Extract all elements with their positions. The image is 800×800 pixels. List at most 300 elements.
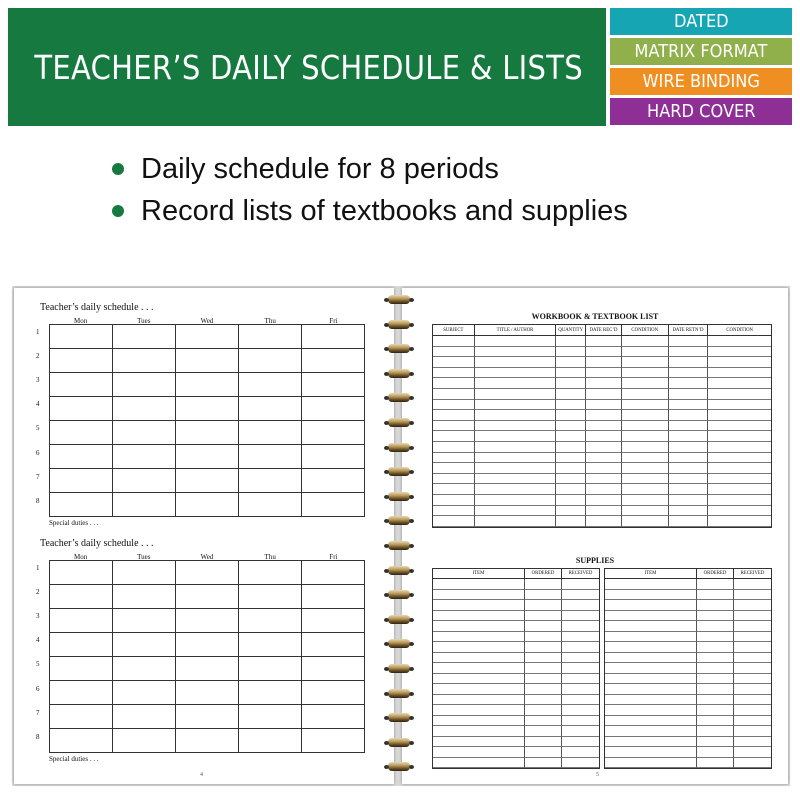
table-cell[interactable] <box>708 368 771 379</box>
table-cell[interactable] <box>622 442 669 453</box>
table-cell[interactable] <box>433 442 475 453</box>
table-cell[interactable] <box>669 463 709 474</box>
table-cell[interactable] <box>586 347 622 358</box>
table-cell[interactable] <box>433 695 525 706</box>
table-cell[interactable] <box>622 506 669 517</box>
schedule-cell[interactable] <box>176 445 239 469</box>
table-cell[interactable] <box>475 357 557 368</box>
table-cell[interactable] <box>525 716 562 727</box>
table-cell[interactable] <box>433 400 475 411</box>
table-cell[interactable] <box>556 347 586 358</box>
table-cell[interactable] <box>433 716 525 727</box>
schedule-cell[interactable] <box>239 729 302 753</box>
table-cell[interactable] <box>669 453 709 464</box>
schedule-cell[interactable] <box>50 493 113 517</box>
table-cell[interactable] <box>562 621 599 632</box>
table-cell[interactable] <box>669 506 709 517</box>
table-cell[interactable] <box>562 747 599 758</box>
table-cell[interactable] <box>669 336 709 347</box>
table-cell[interactable] <box>708 442 771 453</box>
table-cell[interactable] <box>475 506 557 517</box>
table-cell[interactable] <box>433 579 525 590</box>
table-cell[interactable] <box>605 716 697 727</box>
table-cell[interactable] <box>734 705 771 716</box>
table-cell[interactable] <box>669 516 709 527</box>
table-cell[interactable] <box>708 357 771 368</box>
schedule-cell[interactable] <box>50 469 113 493</box>
table-cell[interactable] <box>734 695 771 706</box>
table-cell[interactable] <box>562 758 599 769</box>
table-cell[interactable] <box>622 484 669 495</box>
table-cell[interactable] <box>525 758 562 769</box>
table-cell[interactable] <box>433 674 525 685</box>
table-cell[interactable] <box>734 600 771 611</box>
schedule-cell[interactable] <box>176 681 239 705</box>
schedule-cell[interactable] <box>302 681 365 705</box>
table-cell[interactable] <box>697 758 734 769</box>
table-cell[interactable] <box>708 474 771 485</box>
schedule-cell[interactable] <box>50 445 113 469</box>
schedule-cell[interactable] <box>302 729 365 753</box>
schedule-cell[interactable] <box>239 349 302 373</box>
table-cell[interactable] <box>433 705 525 716</box>
table-cell[interactable] <box>475 421 557 432</box>
table-cell[interactable] <box>586 421 622 432</box>
table-cell[interactable] <box>622 516 669 527</box>
table-cell[interactable] <box>556 378 586 389</box>
schedule-cell[interactable] <box>50 349 113 373</box>
table-cell[interactable] <box>562 611 599 622</box>
schedule-cell[interactable] <box>302 349 365 373</box>
table-cell[interactable] <box>605 758 697 769</box>
table-cell[interactable] <box>734 726 771 737</box>
schedule-cell[interactable] <box>239 421 302 445</box>
table-cell[interactable] <box>697 590 734 601</box>
table-cell[interactable] <box>433 495 475 506</box>
schedule-cell[interactable] <box>176 397 239 421</box>
schedule-cell[interactable] <box>113 633 176 657</box>
table-cell[interactable] <box>525 579 562 590</box>
table-cell[interactable] <box>556 474 586 485</box>
schedule-cell[interactable] <box>239 445 302 469</box>
schedule-cell[interactable] <box>302 469 365 493</box>
schedule-cell[interactable] <box>176 421 239 445</box>
table-cell[interactable] <box>605 726 697 737</box>
schedule-cell[interactable] <box>113 657 176 681</box>
schedule-cell[interactable] <box>50 561 113 585</box>
table-cell[interactable] <box>734 621 771 632</box>
table-cell[interactable] <box>525 611 562 622</box>
table-cell[interactable] <box>556 495 586 506</box>
schedule-cell[interactable] <box>50 705 113 729</box>
table-cell[interactable] <box>433 506 475 517</box>
schedule-cell[interactable] <box>50 373 113 397</box>
table-cell[interactable] <box>697 716 734 727</box>
table-cell[interactable] <box>433 357 475 368</box>
schedule-cell[interactable] <box>176 705 239 729</box>
table-cell[interactable] <box>433 590 525 601</box>
table-cell[interactable] <box>586 484 622 495</box>
schedule-cell[interactable] <box>239 585 302 609</box>
table-cell[interactable] <box>475 410 557 421</box>
table-cell[interactable] <box>734 684 771 695</box>
schedule-cell[interactable] <box>239 681 302 705</box>
table-cell[interactable] <box>734 611 771 622</box>
table-cell[interactable] <box>622 421 669 432</box>
schedule-cell[interactable] <box>50 633 113 657</box>
table-cell[interactable] <box>622 389 669 400</box>
table-cell[interactable] <box>622 336 669 347</box>
schedule-cell[interactable] <box>239 657 302 681</box>
schedule-cell[interactable] <box>302 397 365 421</box>
schedule-cell[interactable] <box>302 609 365 633</box>
table-cell[interactable] <box>622 347 669 358</box>
table-cell[interactable] <box>475 442 557 453</box>
table-cell[interactable] <box>556 463 586 474</box>
table-cell[interactable] <box>433 737 525 748</box>
schedule-cell[interactable] <box>113 681 176 705</box>
table-cell[interactable] <box>562 674 599 685</box>
table-cell[interactable] <box>734 642 771 653</box>
table-cell[interactable] <box>475 495 557 506</box>
table-cell[interactable] <box>708 463 771 474</box>
table-cell[interactable] <box>562 579 599 590</box>
table-cell[interactable] <box>734 747 771 758</box>
table-cell[interactable] <box>697 621 734 632</box>
table-cell[interactable] <box>586 357 622 368</box>
table-cell[interactable] <box>475 347 557 358</box>
table-cell[interactable] <box>708 347 771 358</box>
table-cell[interactable] <box>669 347 709 358</box>
table-cell[interactable] <box>622 495 669 506</box>
table-cell[interactable] <box>586 474 622 485</box>
table-cell[interactable] <box>697 642 734 653</box>
table-cell[interactable] <box>734 590 771 601</box>
schedule-cell[interactable] <box>302 325 365 349</box>
schedule-cell[interactable] <box>50 397 113 421</box>
table-cell[interactable] <box>433 747 525 758</box>
schedule-cell[interactable] <box>113 349 176 373</box>
table-cell[interactable] <box>562 600 599 611</box>
table-cell[interactable] <box>586 368 622 379</box>
table-cell[interactable] <box>556 516 586 527</box>
table-cell[interactable] <box>622 474 669 485</box>
table-cell[interactable] <box>525 695 562 706</box>
schedule-cell[interactable] <box>239 469 302 493</box>
table-cell[interactable] <box>556 389 586 400</box>
table-cell[interactable] <box>708 495 771 506</box>
table-cell[interactable] <box>556 442 586 453</box>
table-cell[interactable] <box>433 474 475 485</box>
schedule-cell[interactable] <box>176 657 239 681</box>
table-cell[interactable] <box>433 368 475 379</box>
table-cell[interactable] <box>605 600 697 611</box>
schedule-cell[interactable] <box>176 469 239 493</box>
table-cell[interactable] <box>562 716 599 727</box>
schedule-cell[interactable] <box>50 729 113 753</box>
table-cell[interactable] <box>586 463 622 474</box>
table-cell[interactable] <box>669 357 709 368</box>
table-cell[interactable] <box>525 684 562 695</box>
table-cell[interactable] <box>734 663 771 674</box>
table-cell[interactable] <box>475 453 557 464</box>
table-cell[interactable] <box>697 684 734 695</box>
schedule-cell[interactable] <box>176 493 239 517</box>
table-cell[interactable] <box>475 336 557 347</box>
schedule-cell[interactable] <box>176 729 239 753</box>
schedule-cell[interactable] <box>50 609 113 633</box>
table-cell[interactable] <box>734 632 771 643</box>
table-cell[interactable] <box>562 705 599 716</box>
table-cell[interactable] <box>708 336 771 347</box>
table-cell[interactable] <box>433 516 475 527</box>
table-cell[interactable] <box>734 737 771 748</box>
schedule-cell[interactable] <box>239 609 302 633</box>
table-cell[interactable] <box>433 336 475 347</box>
table-cell[interactable] <box>605 579 697 590</box>
table-cell[interactable] <box>586 442 622 453</box>
table-cell[interactable] <box>475 431 557 442</box>
schedule-cell[interactable] <box>302 585 365 609</box>
table-cell[interactable] <box>622 378 669 389</box>
table-cell[interactable] <box>433 421 475 432</box>
table-cell[interactable] <box>605 621 697 632</box>
table-cell[interactable] <box>525 674 562 685</box>
schedule-cell[interactable] <box>239 325 302 349</box>
schedule-cell[interactable] <box>113 373 176 397</box>
table-cell[interactable] <box>586 506 622 517</box>
table-cell[interactable] <box>586 410 622 421</box>
table-cell[interactable] <box>562 642 599 653</box>
schedule-cell[interactable] <box>176 325 239 349</box>
table-cell[interactable] <box>556 506 586 517</box>
table-cell[interactable] <box>556 431 586 442</box>
schedule-cell[interactable] <box>113 397 176 421</box>
table-cell[interactable] <box>525 600 562 611</box>
table-cell[interactable] <box>708 378 771 389</box>
table-cell[interactable] <box>556 453 586 464</box>
schedule-cell[interactable] <box>50 657 113 681</box>
schedule-cell[interactable] <box>302 657 365 681</box>
table-cell[interactable] <box>734 653 771 664</box>
table-cell[interactable] <box>669 368 709 379</box>
table-cell[interactable] <box>525 726 562 737</box>
table-cell[interactable] <box>669 410 709 421</box>
table-cell[interactable] <box>605 663 697 674</box>
schedule-cell[interactable] <box>113 493 176 517</box>
table-cell[interactable] <box>605 653 697 664</box>
table-cell[interactable] <box>475 474 557 485</box>
table-cell[interactable] <box>708 453 771 464</box>
table-cell[interactable] <box>525 590 562 601</box>
table-cell[interactable] <box>525 621 562 632</box>
table-cell[interactable] <box>586 516 622 527</box>
schedule-cell[interactable] <box>113 609 176 633</box>
table-cell[interactable] <box>669 421 709 432</box>
table-cell[interactable] <box>605 611 697 622</box>
table-cell[interactable] <box>669 474 709 485</box>
table-cell[interactable] <box>734 674 771 685</box>
table-cell[interactable] <box>669 484 709 495</box>
schedule-cell[interactable] <box>176 609 239 633</box>
schedule-cell[interactable] <box>113 705 176 729</box>
table-cell[interactable] <box>669 495 709 506</box>
table-cell[interactable] <box>669 389 709 400</box>
table-cell[interactable] <box>475 516 557 527</box>
schedule-cell[interactable] <box>302 421 365 445</box>
table-cell[interactable] <box>525 653 562 664</box>
table-cell[interactable] <box>562 632 599 643</box>
table-cell[interactable] <box>475 400 557 411</box>
schedule-cell[interactable] <box>113 325 176 349</box>
table-cell[interactable] <box>697 663 734 674</box>
table-cell[interactable] <box>433 621 525 632</box>
table-cell[interactable] <box>708 410 771 421</box>
table-cell[interactable] <box>605 590 697 601</box>
table-cell[interactable] <box>556 357 586 368</box>
table-cell[interactable] <box>586 336 622 347</box>
table-cell[interactable] <box>525 642 562 653</box>
table-cell[interactable] <box>708 506 771 517</box>
table-cell[interactable] <box>433 463 475 474</box>
table-cell[interactable] <box>556 368 586 379</box>
schedule-cell[interactable] <box>239 373 302 397</box>
table-cell[interactable] <box>697 611 734 622</box>
table-cell[interactable] <box>697 737 734 748</box>
table-cell[interactable] <box>556 400 586 411</box>
table-cell[interactable] <box>562 663 599 674</box>
schedule-cell[interactable] <box>113 421 176 445</box>
table-cell[interactable] <box>605 705 697 716</box>
table-cell[interactable] <box>697 579 734 590</box>
table-cell[interactable] <box>734 716 771 727</box>
table-cell[interactable] <box>475 484 557 495</box>
table-cell[interactable] <box>697 632 734 643</box>
table-cell[interactable] <box>586 495 622 506</box>
table-cell[interactable] <box>586 431 622 442</box>
table-cell[interactable] <box>433 600 525 611</box>
schedule-cell[interactable] <box>302 705 365 729</box>
schedule-cell[interactable] <box>50 421 113 445</box>
table-cell[interactable] <box>708 431 771 442</box>
schedule-cell[interactable] <box>239 561 302 585</box>
table-cell[interactable] <box>622 463 669 474</box>
table-cell[interactable] <box>605 674 697 685</box>
table-cell[interactable] <box>669 431 709 442</box>
table-cell[interactable] <box>622 410 669 421</box>
table-cell[interactable] <box>433 431 475 442</box>
schedule-cell[interactable] <box>239 633 302 657</box>
table-cell[interactable] <box>525 737 562 748</box>
table-cell[interactable] <box>605 695 697 706</box>
table-cell[interactable] <box>433 632 525 643</box>
table-cell[interactable] <box>622 400 669 411</box>
schedule-cell[interactable] <box>113 561 176 585</box>
table-cell[interactable] <box>697 674 734 685</box>
table-cell[interactable] <box>433 758 525 769</box>
table-cell[interactable] <box>525 663 562 674</box>
table-cell[interactable] <box>708 484 771 495</box>
schedule-cell[interactable] <box>302 633 365 657</box>
table-cell[interactable] <box>697 695 734 706</box>
schedule-cell[interactable] <box>176 373 239 397</box>
table-cell[interactable] <box>697 600 734 611</box>
schedule-cell[interactable] <box>113 729 176 753</box>
table-cell[interactable] <box>605 642 697 653</box>
table-cell[interactable] <box>556 484 586 495</box>
schedule-cell[interactable] <box>302 373 365 397</box>
schedule-cell[interactable] <box>176 585 239 609</box>
table-cell[interactable] <box>475 389 557 400</box>
schedule-cell[interactable] <box>176 349 239 373</box>
table-cell[interactable] <box>605 747 697 758</box>
table-cell[interactable] <box>562 590 599 601</box>
table-cell[interactable] <box>605 684 697 695</box>
schedule-cell[interactable] <box>176 633 239 657</box>
table-cell[interactable] <box>622 368 669 379</box>
table-cell[interactable] <box>622 431 669 442</box>
table-cell[interactable] <box>556 410 586 421</box>
table-cell[interactable] <box>586 400 622 411</box>
table-cell[interactable] <box>433 642 525 653</box>
table-cell[interactable] <box>669 442 709 453</box>
table-cell[interactable] <box>562 737 599 748</box>
table-cell[interactable] <box>525 632 562 643</box>
table-cell[interactable] <box>697 653 734 664</box>
table-cell[interactable] <box>586 389 622 400</box>
table-cell[interactable] <box>605 737 697 748</box>
schedule-cell[interactable] <box>239 493 302 517</box>
table-cell[interactable] <box>525 705 562 716</box>
schedule-cell[interactable] <box>50 325 113 349</box>
table-cell[interactable] <box>433 347 475 358</box>
table-cell[interactable] <box>734 758 771 769</box>
table-cell[interactable] <box>605 632 697 643</box>
schedule-cell[interactable] <box>113 585 176 609</box>
schedule-cell[interactable] <box>176 561 239 585</box>
table-cell[interactable] <box>708 400 771 411</box>
table-cell[interactable] <box>669 400 709 411</box>
table-cell[interactable] <box>433 663 525 674</box>
table-cell[interactable] <box>734 579 771 590</box>
schedule-cell[interactable] <box>302 561 365 585</box>
table-cell[interactable] <box>433 484 475 495</box>
table-cell[interactable] <box>562 684 599 695</box>
schedule-cell[interactable] <box>302 493 365 517</box>
table-cell[interactable] <box>475 368 557 379</box>
table-cell[interactable] <box>586 453 622 464</box>
table-cell[interactable] <box>622 357 669 368</box>
table-cell[interactable] <box>433 726 525 737</box>
table-cell[interactable] <box>697 726 734 737</box>
table-cell[interactable] <box>562 726 599 737</box>
table-cell[interactable] <box>433 410 475 421</box>
table-cell[interactable] <box>525 747 562 758</box>
schedule-cell[interactable] <box>50 585 113 609</box>
table-cell[interactable] <box>708 421 771 432</box>
table-cell[interactable] <box>708 389 771 400</box>
table-cell[interactable] <box>697 747 734 758</box>
table-cell[interactable] <box>433 378 475 389</box>
schedule-cell[interactable] <box>302 445 365 469</box>
schedule-cell[interactable] <box>113 445 176 469</box>
schedule-cell[interactable] <box>239 705 302 729</box>
table-cell[interactable] <box>669 378 709 389</box>
table-cell[interactable] <box>475 378 557 389</box>
table-cell[interactable] <box>556 421 586 432</box>
table-cell[interactable] <box>475 463 557 474</box>
table-cell[interactable] <box>562 653 599 664</box>
